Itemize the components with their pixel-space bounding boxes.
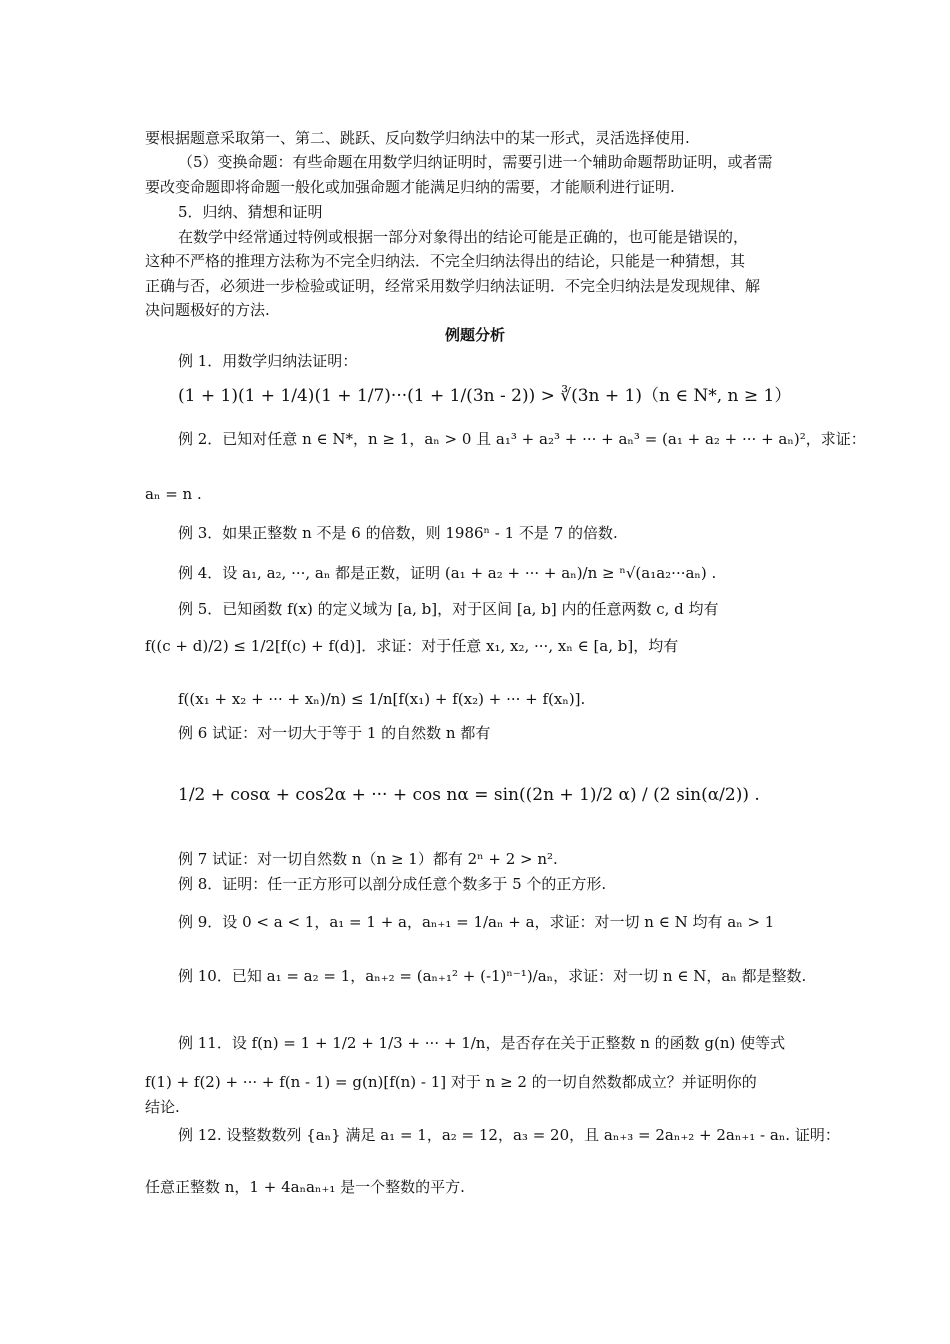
- text-line: 在数学中经常通过特例或根据一部分对象得出的结论可能是正确的，也可能是错误的，: [178, 228, 749, 246]
- text-line: 正确与否，必须进一步检验或证明，经常采用数学归纳法证明．不完全归纳法是发现规律、解: [145, 277, 761, 295]
- example-9: 例 9．设 0 < a < 1，a₁ = 1 + a，aₙ₊₁ = 1/aₙ + a，求证：对一切 n ∈ N 均有 aₙ > 1: [178, 913, 775, 931]
- example-11-line-1: 例 11．设 f(n) = 1 + 1/2 + 1/3 + ··· + 1/n，是否存在关于正整数 n 的函数 g(n) 使等式: [178, 1034, 786, 1052]
- example-11-line-3: 结论.: [145, 1098, 180, 1116]
- subsection-heading: 5．归纳、猜想和证明: [178, 203, 323, 221]
- example-5-line-2: f((c + d)/2) ≤ 1/2[f(c) + f(d)]．求证：对于任意 x₁, x₂, ···, xₙ ∈ [a, b]，均有: [145, 637, 679, 655]
- example-12-line-1: 例 12. 设整数数列 {aₙ} 满足 a₁ = 1，a₂ = 12，a₃ = 20，且 aₙ₊₃ = 2aₙ₊₂ + 2aₙ₊₁ - aₙ. 证明：: [178, 1126, 840, 1144]
- example-5-line-3: f((x₁ + x₂ + ··· + xₙ)/n) ≤ 1/n[f(x₁) + f(x₂) + ··· + f(xₙ)].: [178, 690, 586, 708]
- example-5-line-1: 例 5．已知函数 f(x) 的定义域为 [a, b]，对于区间 [a, b] 内的任意两数 c, d 均有: [178, 600, 719, 618]
- example-11-line-2: f(1) + f(2) + ··· + f(n - 1) = g(n)[f(n) - 1] 对于 n ≥ 2 的一切自然数都成立？并证明你的: [145, 1073, 757, 1091]
- text-line: 决问题极好的方法.: [145, 301, 270, 319]
- example-2-tail: aₙ = n .: [145, 485, 202, 503]
- example-3: 例 3．如果正整数 n 不是 6 的倍数，则 1986ⁿ - 1 不是 7 的倍数.: [178, 524, 618, 542]
- example-1-formula: (1 + 1)(1 + 1/4)(1 + 1/7)···(1 + 1/(3n - 2)) > ∛(3n + 1)（n ∈ N*, n ≥ 1）: [178, 386, 792, 406]
- text-line: 这种不严格的推理方法称为不完全归纳法．不完全归纳法得出的结论，只能是一种猜想，其: [145, 252, 746, 270]
- text-line: （5）变换命题：有些命题在用数学归纳证明时，需要引进一个辅助命题帮助证明，或者需: [178, 153, 773, 171]
- example-10: 例 10．已知 a₁ = a₂ = 1，aₙ₊₂ = (aₙ₊₁² + (-1)ⁿ⁻¹)/aₙ，求证：对一切 n ∈ N，aₙ 都是整数.: [178, 967, 807, 985]
- example-1: 例 1．用数学归纳法证明：: [178, 352, 358, 370]
- section-title: 例题分析: [444, 326, 505, 344]
- example-7: 例 7 试证：对一切自然数 n（n ≥ 1）都有 2ⁿ + 2 > n².: [178, 850, 558, 868]
- example-8: 例 8．证明：任一正方形可以剖分成任意个数多于 5 个的正方形.: [178, 875, 607, 893]
- example-4: 例 4．设 a₁, a₂, ···, aₙ 都是正数，证明 (a₁ + a₂ + ··· + aₙ)/n ≥ ⁿ√(a₁a₂···aₙ) .: [178, 564, 717, 582]
- example-2: 例 2．已知对任意 n ∈ N*，n ≥ 1，aₙ > 0 且 a₁³ + a₂³ + ··· + aₙ³ = (a₁ + a₂ + ··· + aₙ)²，求证：: [178, 430, 866, 448]
- example-12-line-2: 任意正整数 n，1 + 4aₙaₙ₊₁ 是一个整数的平方.: [145, 1178, 465, 1196]
- text-line: 要根据题意采取第一、第二、跳跃、反向数学归纳法中的某一形式，灵活选择使用.: [145, 129, 690, 147]
- example-6-formula: 1/2 + cosα + cos2α + ··· + cos nα = sin((2n + 1)/2 α) / (2 sin(α/2)) .: [178, 785, 760, 805]
- text-line: 要改变命题即将命题一般化或加强命题才能满足归纳的需要，才能顺利进行证明.: [145, 178, 675, 196]
- example-6: 例 6 试证：对一切大于等于 1 的自然数 n 都有: [178, 724, 491, 742]
